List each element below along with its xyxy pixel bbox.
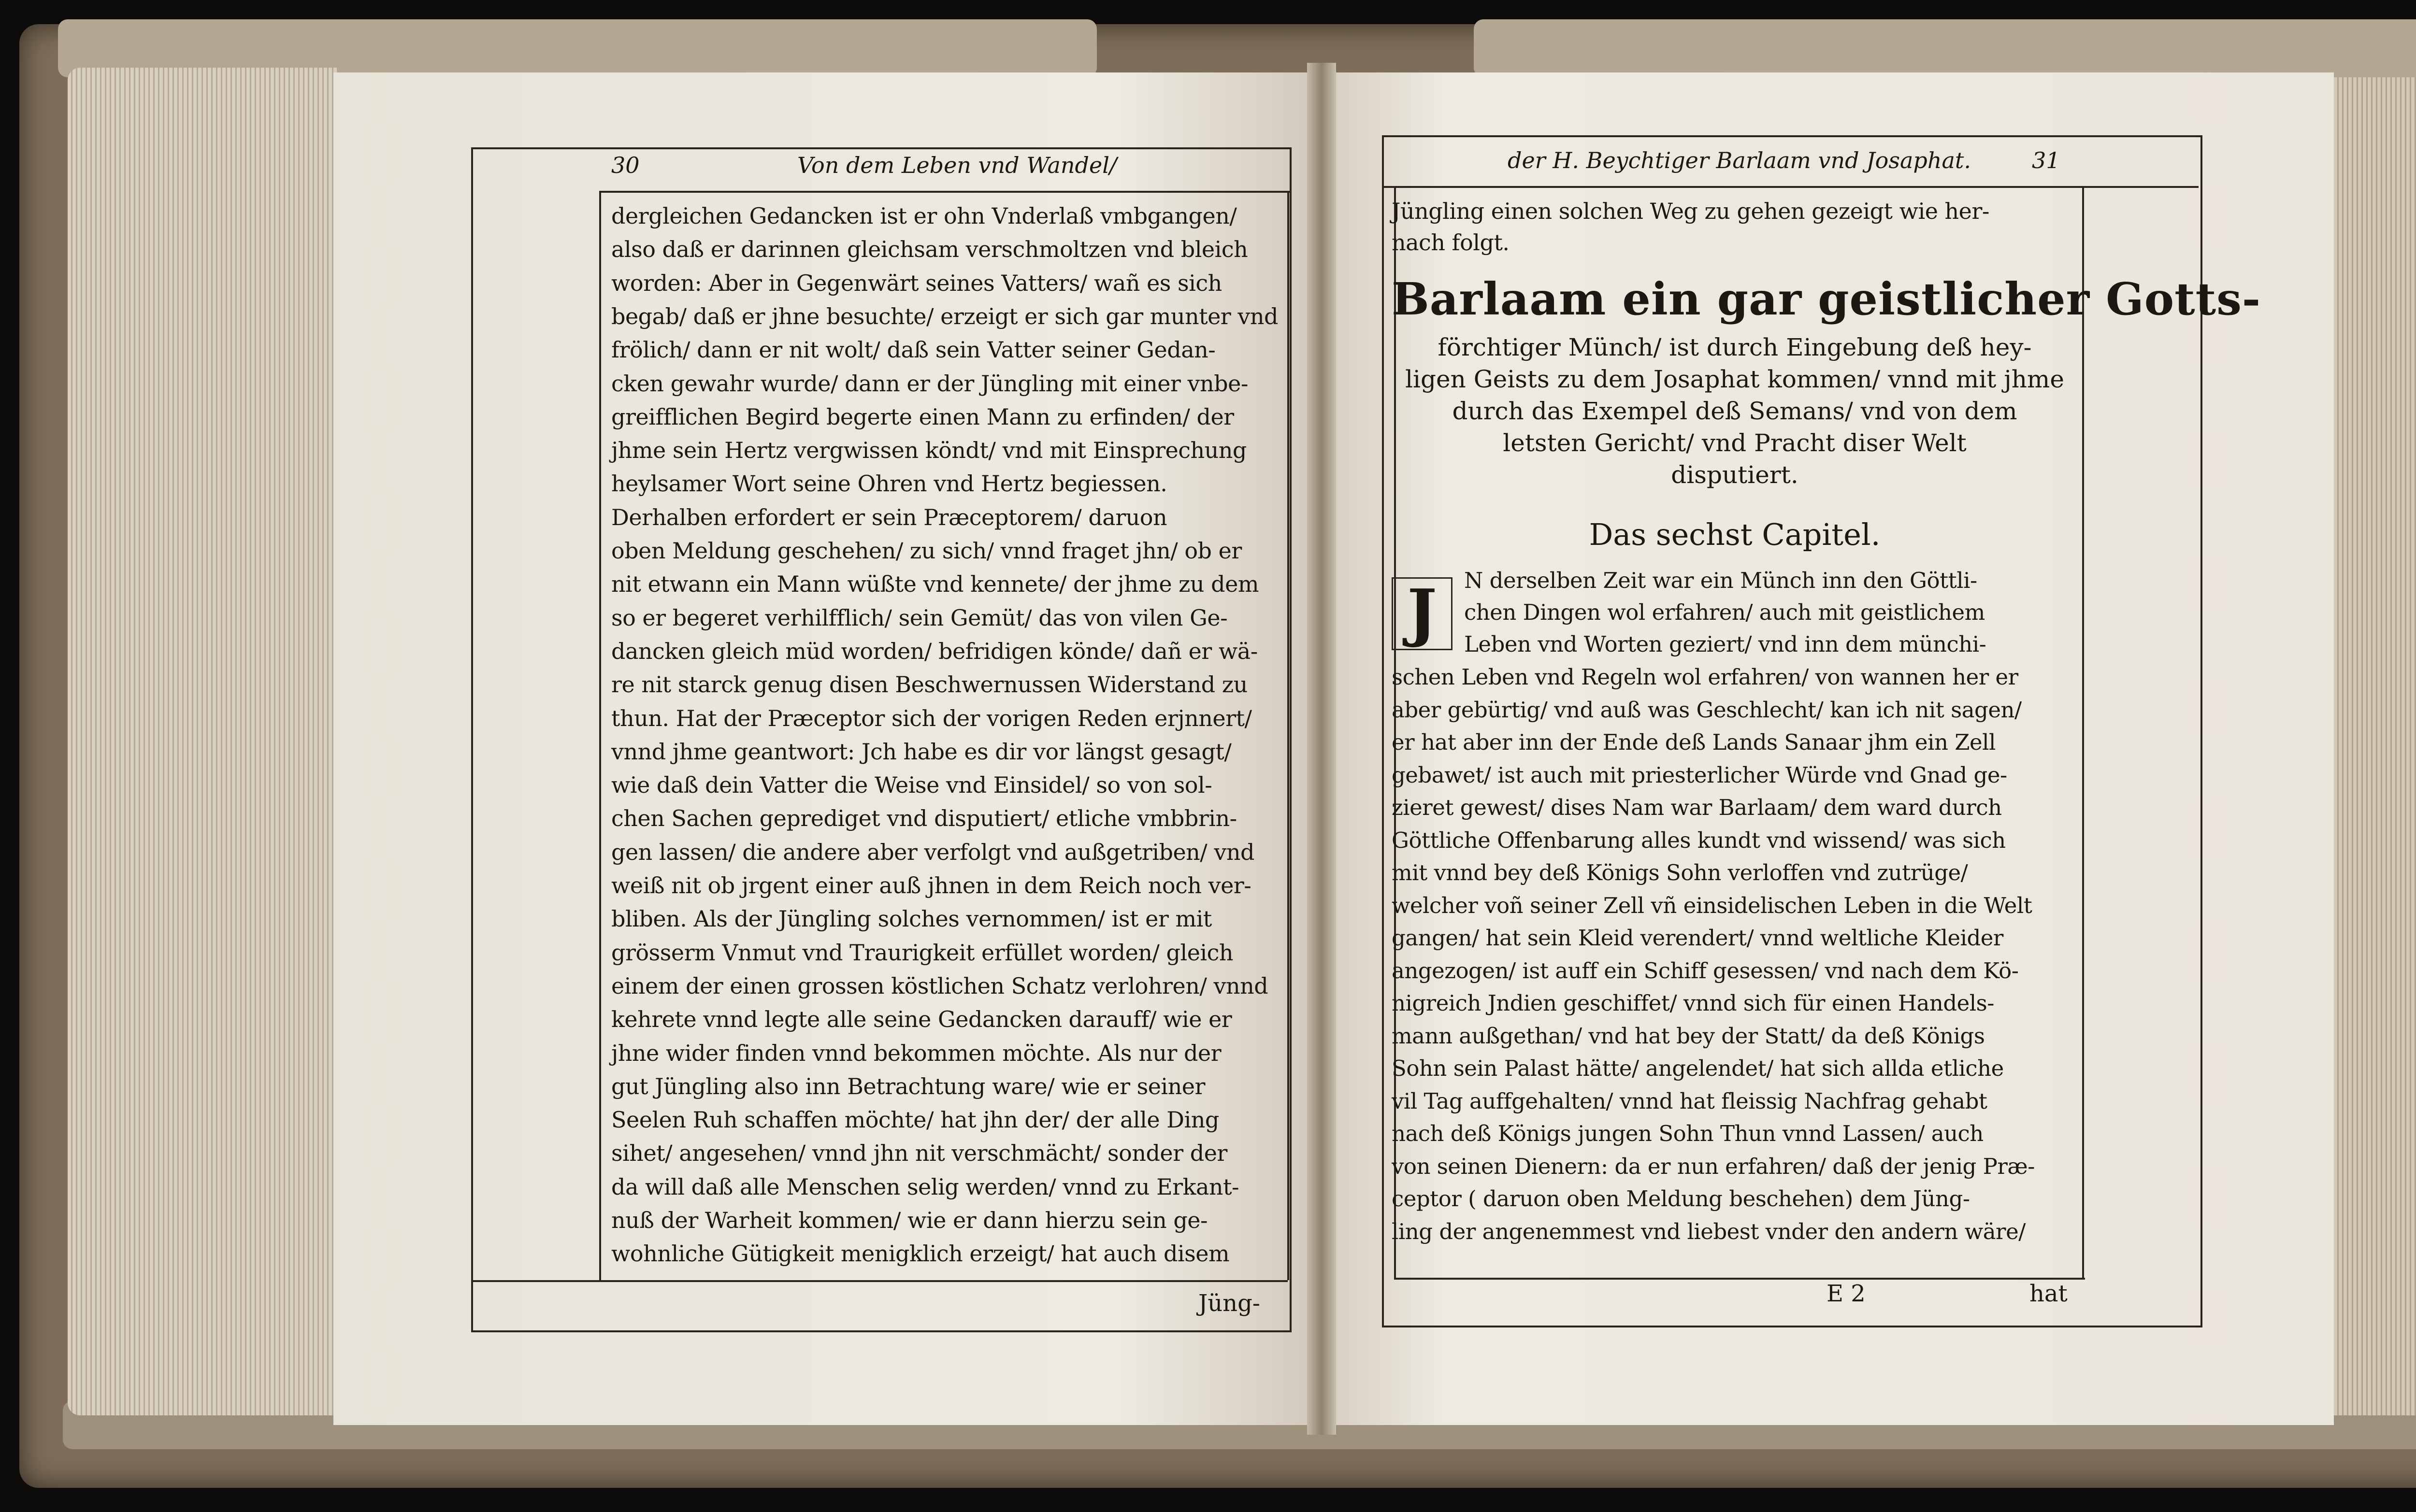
text-line: thun. Hat der Præceptor sich der vorigen Reden erjnnert/: [611, 705, 1252, 731]
text-line: gen lassen/ die andere aber verfolgt vnd außgetriben/ vnd: [611, 839, 1254, 865]
text-line: wohnliche Gütigkeit menigklich erzeigt/ hat auch disem: [611, 1241, 1230, 1267]
text-line: jhne wider finden vnnd bekommen möchte. Als nur der: [611, 1040, 1222, 1066]
right-foot-rule: [1394, 1278, 2085, 1280]
text-line: gebawet/ ist auch mit priesterlicher Würde vnd Gnad ge-: [1392, 762, 2007, 788]
text-line: letsten Gericht/ vnd Pracht diser Welt: [1503, 429, 1967, 457]
text-line: Seelen Ruh schaffen möchte/ hat jhn der/ der alle Ding: [611, 1107, 1219, 1133]
text-line: bliben. Als der Jüngling solches vernommen/ ist er mit: [611, 906, 1212, 932]
text-line: chen Dingen wol erfahren/ auch mit geistlichem: [1464, 599, 1985, 625]
text-line: kehrete vnnd legte alle seine Gedancken darauff/ wie er: [611, 1006, 1232, 1033]
text-line: cken gewahr wurde/ dann er der Jüngling mit einer vnbe-: [611, 370, 1248, 397]
text-line: frölich/ dann er nit wolt/ daß sein Vatter seiner Gedan-: [611, 337, 1216, 363]
right-heading-big: Barlaam ein gar geistlicher Gotts-: [1392, 273, 2261, 325]
left-foot-rule: [471, 1280, 1288, 1282]
page-block-left: [68, 68, 338, 1415]
text-line: angezogen/ ist auff ein Schiff gesessen/ vnd nach dem Kö-: [1392, 957, 2019, 984]
text-line: jhme sein Hertz vergwissen köndt/ vnd mit Einsprechung: [611, 437, 1247, 464]
chapter-title: Das sechst Capitel.: [1589, 517, 1881, 552]
text-line: wie daß dein Vatter die Weise vnd Einsidel/ so von sol-: [611, 772, 1212, 799]
text-line: begab/ daß er jhne besuchte/ erzeigt er sich gar munter vnd: [611, 303, 1278, 329]
right-running-head: der H. Beychtiger Barlaam vnd Josaphat.: [1508, 147, 1971, 173]
text-line: durch das Exempel deß Semans/ vnd von dem: [1452, 397, 2017, 425]
text-line: weiß nit ob jrgent einer auß jhnen in dem Reich noch ver-: [611, 872, 1251, 899]
text-line: sihet/ angesehen/ vnnd jhn nit verschmächt/ sonder der: [611, 1140, 1227, 1167]
text-line: dancken gleich müd worden/ befridigen könde/ dañ er wä-: [611, 638, 1258, 664]
signature-mark: E 2: [1826, 1280, 1866, 1307]
text-line: Derhalben erfordert er sein Præceptorem/ daruon: [611, 504, 1167, 530]
left-catchword: Jüng-: [1198, 1290, 1261, 1317]
text-line: nach deß Königs jungen Sohn Thun vnnd Lassen/ auch: [1392, 1121, 1984, 1146]
text-line: nuß der Warheit kommen/ wie er dann hierzu sein ge-: [611, 1207, 1208, 1233]
book-gutter: [1307, 63, 1336, 1435]
text-line: ling der angenemmest vnd liebest vnder den andern wäre/: [1392, 1218, 2026, 1244]
text-line: förchtiger Münch/ ist durch Eingebung deß hey-: [1438, 333, 2032, 361]
text-line: da will daß alle Menschen selig werden/ vnnd zu Erkant-: [611, 1173, 1239, 1200]
text-line: oben Meldung geschehen/ zu sich/ vnnd fraget jhn/ ob er: [611, 538, 1242, 564]
text-line: Jüngling einen solchen Weg zu gehen gezeigt wie her-: [1392, 198, 1989, 224]
left-running-head: Von dem Leben vnd Wandel/: [797, 152, 1117, 178]
text-line: re nit starck genug disen Beschwernussen Widerstand zu: [611, 671, 1248, 698]
text-line: dergleichen Gedancken ist er ohn Vnderlaß vmbgangen/: [611, 203, 1237, 229]
text-line: also daß er darinnen gleichsam verschmoltzen vnd bleich: [611, 236, 1248, 263]
text-line: greifflichen Begird begerte einen Mann zu erfinden/ der: [611, 403, 1234, 430]
text-line: schen Leben vnd Regeln wol erfahren/ von wannen her er: [1392, 664, 2018, 690]
text-line: welcher voñ seiner Zell vñ einsidelischen Leben in die Welt: [1392, 892, 2032, 918]
text-line: N derselben Zeit war ein Münch inn den Göttli-: [1464, 568, 1977, 593]
drop-cap: J: [1392, 577, 1452, 650]
text-line: er hat aber inn der Ende deß Lands Sanaar jhm ein Zell: [1392, 729, 1996, 755]
text-line: chen Sachen geprediget vnd disputiert/ etliche vmbbrin-: [611, 805, 1237, 832]
page-block-right: [2319, 77, 2416, 1415]
text-line: grösserm Vnmut vnd Traurigkeit erfüllet worden/ gleich: [611, 939, 1234, 966]
text-line: zieret gewest/ dises Nam war Barlaam/ dem ward durch: [1392, 795, 2002, 820]
text-line: mann außgethan/ vnd hat bey der Statt/ da deß Königs: [1392, 1023, 1985, 1049]
right-page-number: 31: [2032, 147, 2060, 173]
text-line: heylsamer Wort seine Ohren vnd Hertz begiessen.: [611, 471, 1167, 497]
text-line: aber gebürtig/ vnd auß was Geschlecht/ kan ich nit sagen/: [1392, 697, 2022, 723]
text-line: einem der einen grossen köstlichen Schatz verlohren/ vnnd: [611, 972, 1268, 999]
text-line: ceptor ( daruon oben Meldung beschehen) dem Jüng-: [1392, 1186, 1970, 1212]
text-line: gangen/ hat sein Kleid verendert/ vnnd weltliche Kleider: [1392, 925, 2003, 951]
text-line: vil Tag auffgehalten/ vnnd hat fleissig Nachfrag gehabt: [1392, 1088, 1987, 1114]
text-line: Göttliche Offenbarung alles kundt vnd wissend/ was sich: [1392, 827, 2006, 853]
text-line: disputiert.: [1671, 461, 1798, 489]
text-line: vnnd jhme geantwort: Jch habe es dir vor längst gesagt/: [611, 738, 1232, 765]
text-line: mit vnnd bey deß Königs Sohn verloffen vnd zutrüge/: [1392, 860, 1968, 885]
text-line: Leben vnd Worten geziert/ vnd inn dem münchi-: [1464, 631, 1986, 657]
left-page-number: 30: [611, 152, 640, 178]
right-catchword: hat: [2029, 1280, 2068, 1307]
text-line: ligen Geists zu dem Josaphat kommen/ vnnd mit jhme: [1405, 365, 2064, 393]
text-line: Sohn sein Palast hätte/ angelendet/ hat sich allda etliche: [1392, 1056, 2004, 1081]
text-line: von seinen Dienern: da er nun erfahren/ daß der jenig Præ-: [1392, 1153, 2035, 1179]
text-line: nit etwann ein Mann wüßte vnd kennete/ der jhme zu dem: [611, 571, 1259, 598]
text-line: nigreich Jndien geschiffet/ vnnd sich für einen Handels-: [1392, 990, 1994, 1016]
cover-edge-top-right: [1474, 19, 2416, 77]
text-line: nach folgt.: [1392, 229, 1510, 256]
text-line: gut Jüngling also inn Betrachtung ware/ wie er seiner: [611, 1073, 1205, 1099]
text-line: so er begeret verhilfflich/ sein Gemüt/ das von vilen Ge-: [611, 604, 1228, 631]
text-line: worden: Aber in Gegenwärt seines Vatters/ wañ es sich: [611, 270, 1222, 296]
